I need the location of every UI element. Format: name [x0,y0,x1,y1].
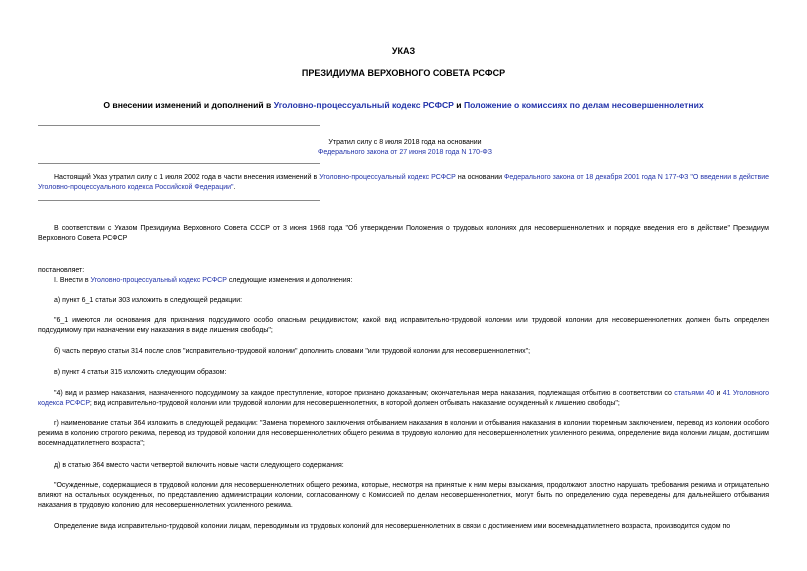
item-g: г) наименование статьи 364 изложить в следующей редакции: "Замена тюремного заключения отбыванием наказания в колонии и отбывания наказания в колонии тюремным заключением, перевод из колонии особого режима в колонию строгого режима, перевод из трудовой колонии для несовершеннолетних общего режима в трудовую колонию для несовершеннолетних усиленного режима, определение вида колонии лицам, достигшим восемнадцатилетнего возраста"; [38,420,769,447]
status-law-link[interactable]: Федерального закона от 27 июня 2018 года N 170-ФЗ [318,149,492,156]
item-b: б) часть первую статьи 314 после слов "исправительно-трудовой колонии" дополнить словами "или трудовой колонии для несовершеннолетних"; [54,348,531,355]
item-v-text-pre: "4) вид и размер наказания, назначенного подсудимому за каждое преступление, которое признано доказанным; окончательная мера наказания, подлежащая отбытию в соответствии со [54,390,675,397]
note-link-law[interactable]: Федерального закона от 18 декабря 2001 года N 177-ФЗ "О введении в действие Уголовно-процессуального кодекса Российской Федерации" [38,174,769,191]
decree-verb: постановляет: [38,267,85,274]
item-d: д) в статью 364 вместо части четвертой включить новые части следующего содержания: [54,462,344,469]
preamble-paragraph: В соответствии с Указом Президиума Верховного Совета СССР от 3 июня 1968 года "Об утверждении Положения о трудовых колониях для несовершеннолетних и порядке введения его в действие" Президиум Верховного Совета РСФСР [38,225,769,242]
item-d-text: "Осужденные, содержащиеся в трудовой колонии для несовершеннолетних общего режима, которые, несмотря на принятые к ним меры взыскания, продолжают злостно нарушать требования режима и отрицательно влияют на остальных осужденных, по представлению администрации колонии, согласованному с Комиссией по делам несовершеннолетних, могут быть по определению суда переведены для дальнейшего отбывания наказания в трудовую колонию для несовершеннолетних усиленного режима. [38,482,769,509]
section-one-intro [38,276,785,286]
document-subtitle [38,100,769,110]
section-one-link-upk[interactable]: Уголовно-процессуальный кодекс РСФСР [90,277,227,284]
section-one-pre: I. Внести в [54,277,91,284]
section-one-post: следующие изменения и дополнения: [226,277,353,284]
subtitle-text-mid: и [453,100,464,110]
item-a: а) пункт 6_1 статьи 303 изложить в следующей редакции: [54,297,243,304]
article-41-link[interactable]: 41 Уголовного кодекса РСФСР [38,390,769,407]
subtitle-text-pre: О внесении изменений и дополнений в [103,100,274,110]
article-40-link[interactable]: статьями 40 [674,390,715,397]
repeal-note [38,173,769,193]
note-text-post: . [233,184,236,191]
item-v-text-and: и [714,390,723,397]
status-block [290,138,520,158]
status-line: Утратил силу с 8 июля 2018 года на основании [328,139,482,146]
subtitle-link-upk[interactable]: Уголовно-процессуальный кодекс РСФСР [273,100,454,110]
subtitle-link-commission[interactable]: Положение о комиссиях по делам несовершеннолетних [463,100,704,110]
note-text-pre: Настоящий Указ утратил силу с 1 июля 2002 года в части внесения изменений в [54,174,320,181]
paragraph-definition: Определение вида исправительно-трудовой колонии лицам, переводимым из трудовых колоний для несовершеннолетних в связи с достижением ими восемнадцатилетнего возраста, производится судом по [54,523,731,530]
note-link-upk[interactable]: Уголовно-процессуальный кодекс РСФСР [319,174,456,181]
item-v-text [38,389,769,409]
note-text-mid: на основании [455,174,505,181]
issuer-title: ПРЕЗИДИУМА ВЕРХОВНОГО СОВЕТА РСФСР [301,68,506,78]
item-v: в) пункт 4 статьи 315 изложить следующим образом: [54,369,227,376]
item-v-text-post: ; вид исправительно-трудовой колонии или трудовой колонии для несовершеннолетних, в которой должен отбывать наказание осужденный к лишению свободы"; [89,400,620,407]
item-a-text: "6_1 имеются ли основания для признания подсудимого особо опасным рецидивистом; какой вид исправительно-трудовой колонии или трудовой колонии для несовершеннолетних должен быть определен подсудимому при назначении ему наказания в виде лишения свободы"; [38,317,769,334]
divider-note [38,200,320,201]
divider-top [38,125,320,126]
divider-status [38,163,320,164]
doc-type-title: УКАЗ [391,46,416,56]
